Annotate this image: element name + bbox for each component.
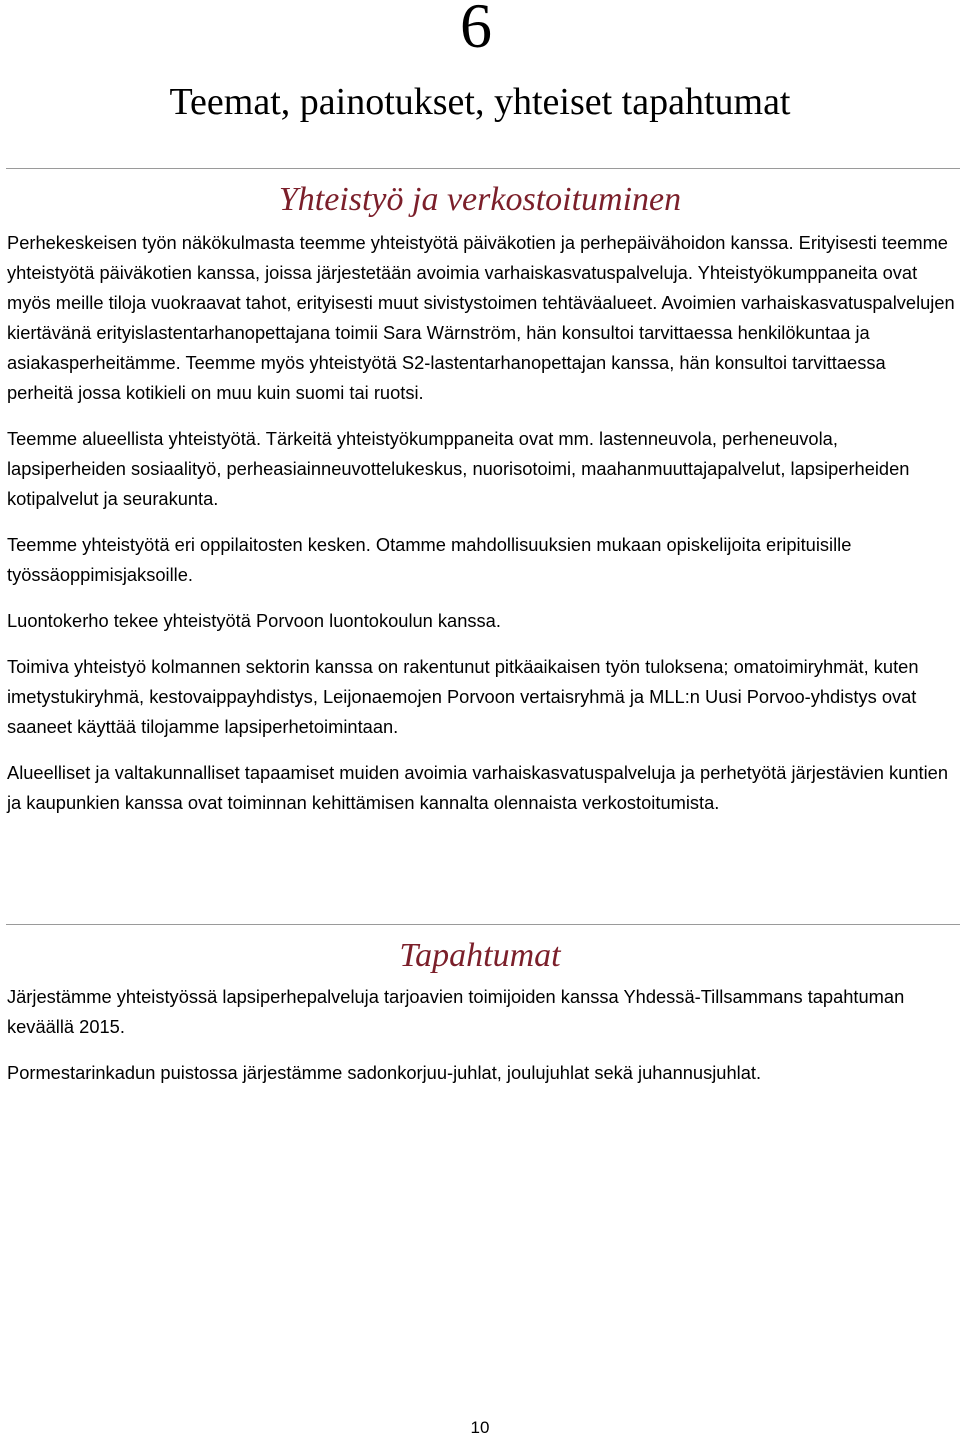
section-body-events — [7, 982, 955, 1104]
paragraph: Alueelliset ja valtakunnalliset tapaamiset muiden avoimia varhaiskasvatuspalveluja ja perhetyötä järjestävien kuntien ja kaupunkien kanssa ovat toiminnan kehittämisen kannalta olennaista verkostoitumista. — [7, 762, 948, 813]
chapter-number: 6 — [460, 0, 492, 61]
paragraph: Teemme yhteistyötä eri oppilaitosten kesken. Otamme mahdollisuuksien mukaan opiskelijoita eripituisille työssäoppimisjaksoille. — [7, 534, 852, 585]
section-heading-cooperation: Yhteistyö ja verkostoituminen — [278, 181, 682, 218]
paragraph: Perhekeskeisen työn näkökulmasta teemme yhteistyötä päiväkotien ja perhepäivähoidon kanssa. Erityisesti teemme yhteistyötä päiväkotien kanssa, joissa järjestetään avoimia varhaiskasvatuspalveluja. Yhteistyökumppaneita ovat myös meille tiloja vuokraavat tahot, erityisesti muut sivistystoimen tehtäväalueet. Avoimien varhaiskasvatuspalvelujen kiertävänä erityislastentarhanopettajana toimii Sara Wärnström, hän konsultoi tarvittaessa henkilökuntaa ja asiakasperheitämme. Teemme myös yhteistyötä S2-lastentarhanopettajan kanssa, hän konsultoi tarvittaessa perheitä jossa kotikieli on muu kuin suomi tai ruotsi. — [7, 232, 955, 403]
paragraph: Luontokerho tekee yhteistyötä Porvoon luontokoulun kanssa. — [7, 610, 501, 631]
chapter-title: Teemat, painotukset, yhteiset tapahtumat — [169, 81, 791, 123]
page-number: 10 — [470, 1418, 490, 1437]
paragraph: Järjestämme yhteistyössä lapsiperhepalveluja tarjoavien toimijoiden kanssa Yhdessä-Tillsammans tapahtuman keväällä 2015. — [7, 986, 905, 1037]
paragraph: Teemme alueellista yhteistyötä. Tärkeitä yhteistyökumppaneita ovat mm. lastenneuvola, perheneuvola, lapsiperheiden sosiaalityö, perheasiainneuvottelukeskus, nuorisotoimi, maahanmuuttajapalvelut, lapsiperheiden kotipalvelut ja seurakunta. — [7, 428, 910, 509]
paragraph: Toimiva yhteistyö kolmannen sektorin kanssa on rakentunut pitkäaikaisen työn tuloksena; omatoimiryhmät, kuten imetystukiryhmä, kestovaippayhdistys, Leijonaemojen Porvoon vertaisryhmä ja MLL:n Uusi Porvoo-yhdistys ovat saaneet käyttää tilojamme lapsiperhetoimintaan. — [7, 656, 919, 737]
section-heading-events: Tapahtumat — [399, 937, 561, 974]
section-divider — [6, 168, 960, 169]
paragraph: Pormestarinkadun puistossa järjestämme sadonkorjuu-juhlat, joulujuhlat sekä juhannusjuhlat. — [7, 1062, 762, 1083]
section-divider — [6, 924, 960, 925]
section-body-cooperation — [7, 228, 955, 834]
